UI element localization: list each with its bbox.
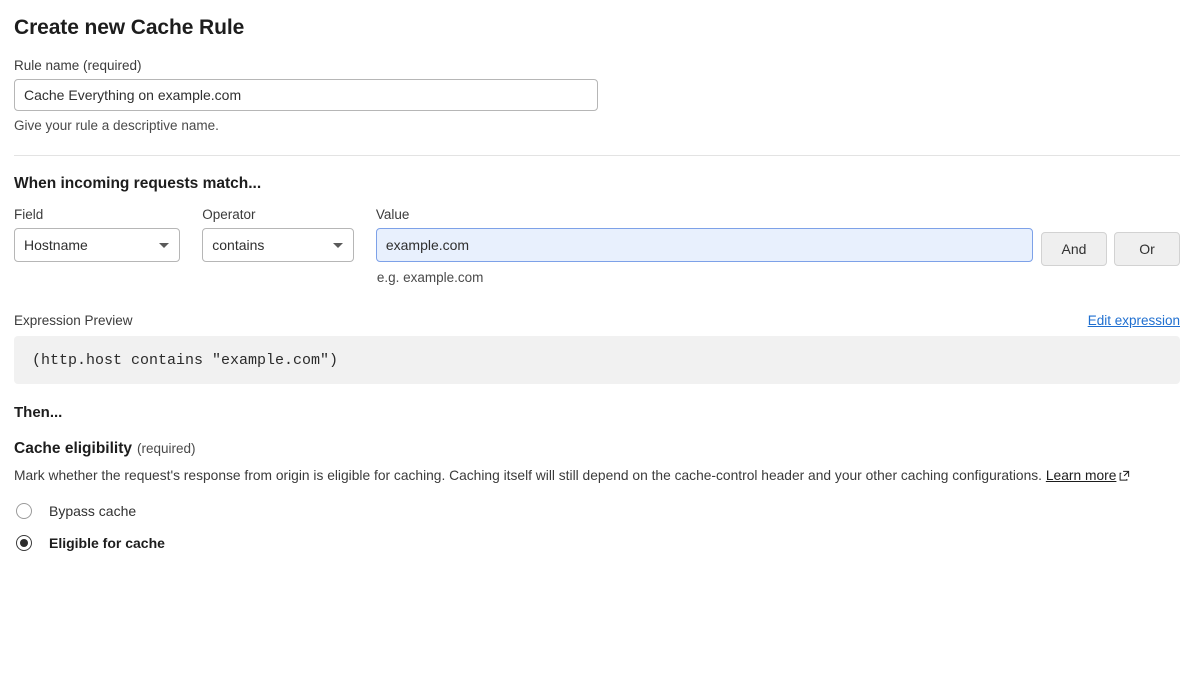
radio-icon <box>16 503 32 519</box>
edit-expression-link[interactable]: Edit expression <box>1087 313 1180 328</box>
cache-eligibility-heading: Cache eligibility <box>14 440 133 457</box>
rule-name-label: Rule name (required) <box>14 58 142 73</box>
and-button[interactable]: And <box>1041 232 1107 266</box>
expression-preview-box: (http.host contains "example.com") <box>14 336 1180 384</box>
or-button-wrap <box>1114 207 1180 266</box>
cache-eligibility-description <box>14 466 1174 487</box>
cache-eligibility-description-text: Mark whether the request's response from origin is eligible for caching. Caching itself will still depend on the cache-control header and your other caching configurations. <box>14 468 1042 483</box>
rule-name-input[interactable]: Cache Everything on example.com <box>14 79 598 111</box>
expression-preview-label: Expression Preview <box>14 313 133 328</box>
external-link-icon <box>1119 467 1130 487</box>
value-hint: e.g. example.com <box>376 270 484 285</box>
expression-header <box>14 313 1180 328</box>
operator-column <box>202 207 354 262</box>
operator-label: Operator <box>202 207 256 222</box>
match-section-title: When incoming requests match... <box>14 175 262 192</box>
operator-select-value: contains <box>212 237 265 253</box>
value-column <box>376 207 1033 285</box>
rule-name-group <box>14 58 1180 133</box>
match-row <box>14 207 1180 285</box>
or-button[interactable]: Or <box>1114 232 1180 266</box>
and-button-wrap <box>1041 207 1107 266</box>
section-divider <box>14 155 1180 156</box>
operator-select[interactable] <box>202 228 354 262</box>
field-select-value: Hostname <box>24 237 88 253</box>
radio-label-bypass-cache: Bypass cache <box>49 503 137 519</box>
cache-eligibility-title <box>14 440 1180 458</box>
radio-option-eligible-for-cache[interactable] <box>14 535 1180 551</box>
value-label: Value <box>375 207 410 222</box>
page-title: Create new Cache Rule <box>14 16 245 39</box>
then-section-title: Then... <box>14 404 63 421</box>
radio-option-bypass-cache[interactable] <box>14 503 1180 519</box>
learn-more-link[interactable]: Learn more <box>1045 468 1117 483</box>
field-column <box>14 207 180 262</box>
rule-name-help: Give your rule a descriptive name. <box>14 118 219 133</box>
radio-label-eligible-for-cache: Eligible for cache <box>49 535 165 551</box>
radio-icon-selected <box>16 535 32 551</box>
field-select[interactable] <box>14 228 180 262</box>
field-label: Field <box>14 207 44 222</box>
cache-eligibility-required: (required) <box>137 441 196 456</box>
chevron-down-icon <box>333 243 343 248</box>
value-input[interactable]: example.com <box>376 228 1033 262</box>
chevron-down-icon <box>159 243 169 248</box>
